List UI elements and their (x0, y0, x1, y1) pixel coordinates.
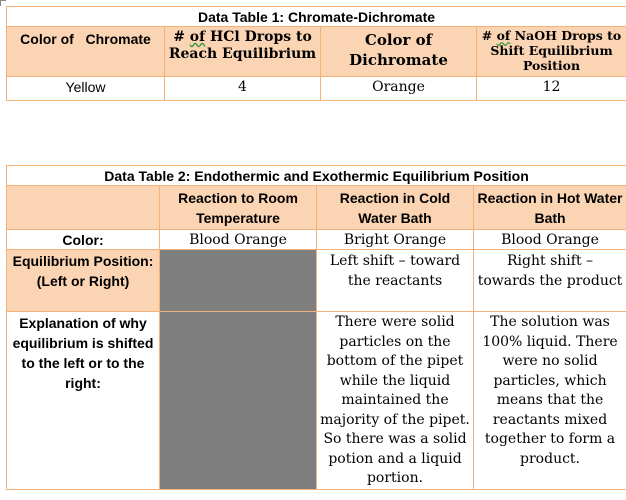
cell-room-position-shaded (160, 250, 317, 312)
header-hcl-rest: HCl Drops to Reach Equilibrium (168, 29, 317, 62)
table1-title: Data Table 1: Chromate-Dichromate (7, 7, 626, 27)
cell-hot-color: Blood Orange (474, 230, 626, 250)
cell-hot-explanation: The solution was 100% liquid. There were no solid particles, which means that the reactants mixed together to form a product. (474, 312, 626, 490)
header-hot-water-bath: Reaction in Hot Water Bath (474, 186, 626, 230)
header-cold-water-bath: Reaction in Cold Water Bath (317, 186, 474, 230)
cell-naoh-drops: 12 (477, 77, 626, 101)
cell-room-explanation-shaded (160, 312, 317, 490)
cell-hcl-drops: 4 (165, 77, 321, 101)
header-naoh-prefix: # (481, 28, 497, 43)
header-naoh-rest: NaOH Drops to Shift Equilibrium Position (490, 28, 622, 73)
header-room-temperature: Reaction to Room Temperature (160, 186, 317, 230)
header-dichromate-color: Color of Dichromate (321, 27, 477, 77)
header-naoh-drops (477, 27, 626, 77)
header-naoh-of: of (496, 28, 511, 43)
cell-chromate-color: Yellow (7, 77, 165, 101)
header-hcl-prefix: # (173, 29, 190, 45)
row-label-color: Color: (7, 230, 160, 250)
cell-cold-explanation: There were solid particles on the bottom of the pipet while the liquid maintained the majority of the pipet. So there was a solid potion and a liquid portion. (317, 312, 474, 490)
header-blank (7, 186, 160, 230)
header-chromate-color: Color of Chromate (7, 27, 165, 77)
data-table-1 (6, 6, 626, 101)
row-label-explanation: Explanation of why equilibrium is shifted to the left or to the right: (7, 312, 160, 490)
cell-dichromate-color: Orange (321, 77, 477, 101)
table2-title: Data Table 2: Endothermic and Exothermic Equilibrium Position (7, 166, 626, 186)
data-table-2 (6, 165, 626, 490)
cell-hot-position: Right shift – towards the product (474, 250, 626, 312)
header-hcl-drops (165, 27, 321, 77)
cell-room-color: Blood Orange (160, 230, 317, 250)
cell-cold-color: Bright Orange (317, 230, 474, 250)
cell-cold-position: Left shift – toward the reactants (317, 250, 474, 312)
row-label-equilibrium-position: Equilibrium Position: (Left or Right) (7, 250, 160, 312)
header-hcl-of: of (189, 29, 206, 45)
